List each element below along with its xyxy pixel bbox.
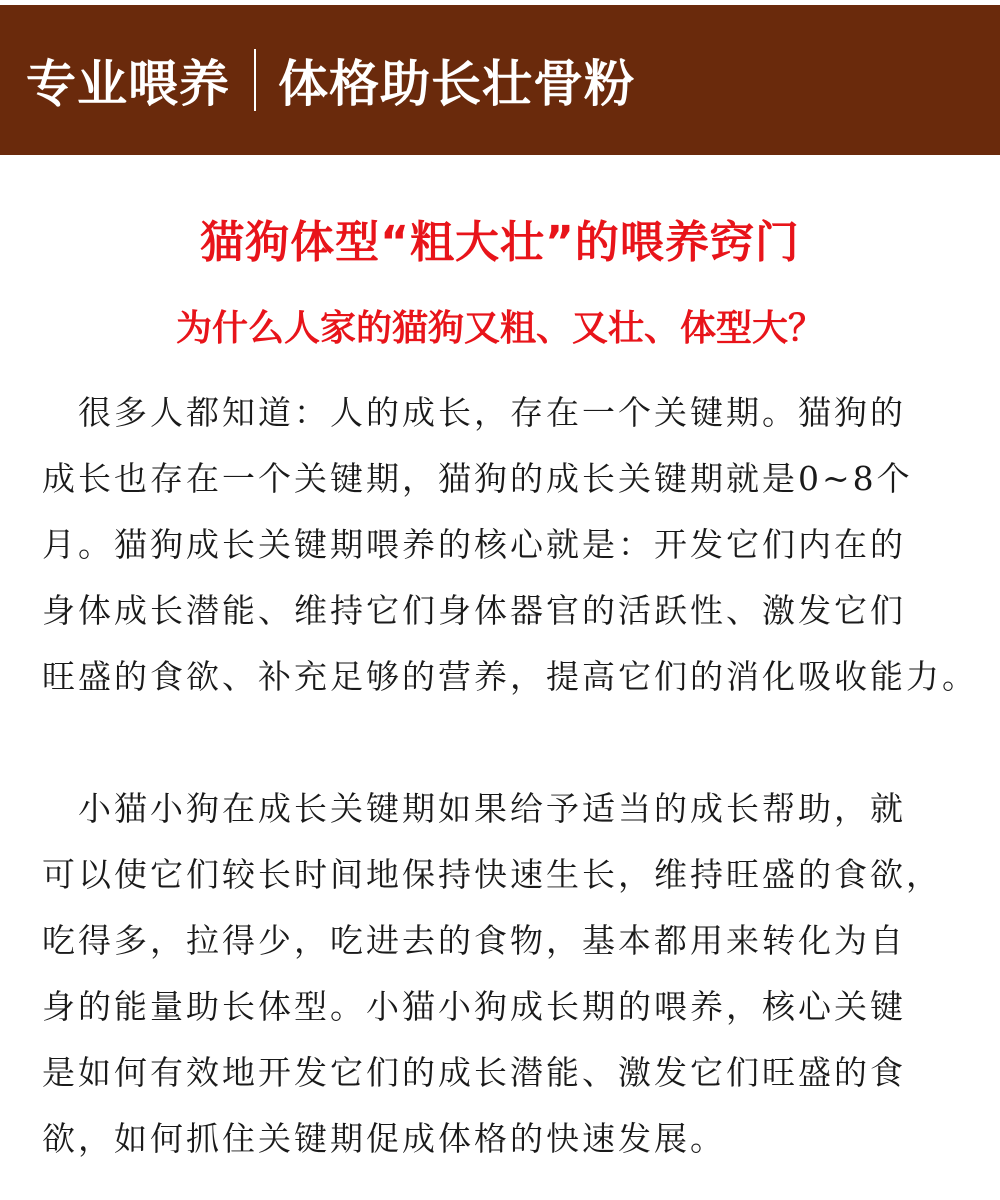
paragraph-line: 身的能量助长体型。小猫小狗成长期的喂养，核心关键 bbox=[42, 987, 906, 1026]
paragraph-line: 月。猫狗成长关键期喂养的核心就是：开发它们内在的 bbox=[42, 525, 906, 564]
article-title: 猫狗体型“粗大壮”的喂养窍门 bbox=[200, 217, 800, 268]
paragraph-line: 吃得多，拉得少，吃进去的食物，基本都用来转化为自 bbox=[42, 921, 906, 960]
paragraph-2 bbox=[42, 776, 962, 1172]
paragraph-line: 可以使它们较长时间地保持快速生长，维持旺盛的食欲， bbox=[42, 855, 942, 894]
paragraph-line: 成长也存在一个关键期，猫狗的成长关键期就是0~8个 bbox=[42, 459, 913, 498]
banner-left-title: 专业喂养 bbox=[26, 55, 230, 113]
paragraph-line: 小猫小狗在成长关键期如果给予适当的成长帮助，就 bbox=[78, 789, 906, 828]
header-banner bbox=[0, 5, 1000, 155]
banner-divider bbox=[254, 49, 256, 111]
article-subtitle: 为什么人家的猫狗又粗、又壮、体型大？ bbox=[175, 308, 824, 349]
paragraph-line: 身体成长潜能、维持它们身体器官的活跃性、激发它们 bbox=[42, 591, 906, 630]
paragraph-line: 是如何有效地开发它们的成长潜能、激发它们旺盛的食 bbox=[42, 1053, 906, 1092]
paragraph-1 bbox=[42, 380, 978, 710]
paragraph-line: 很多人都知道：人的成长，存在一个关键期。猫狗的 bbox=[78, 393, 906, 432]
paragraph-line: 旺盛的食欲、补充足够的营养，提高它们的消化吸收能力。 bbox=[42, 657, 978, 696]
banner-right-title: 体格助长壮骨粉 bbox=[278, 55, 635, 113]
paragraph-line: 欲，如何抓住关键期促成体格的快速发展。 bbox=[42, 1119, 726, 1158]
